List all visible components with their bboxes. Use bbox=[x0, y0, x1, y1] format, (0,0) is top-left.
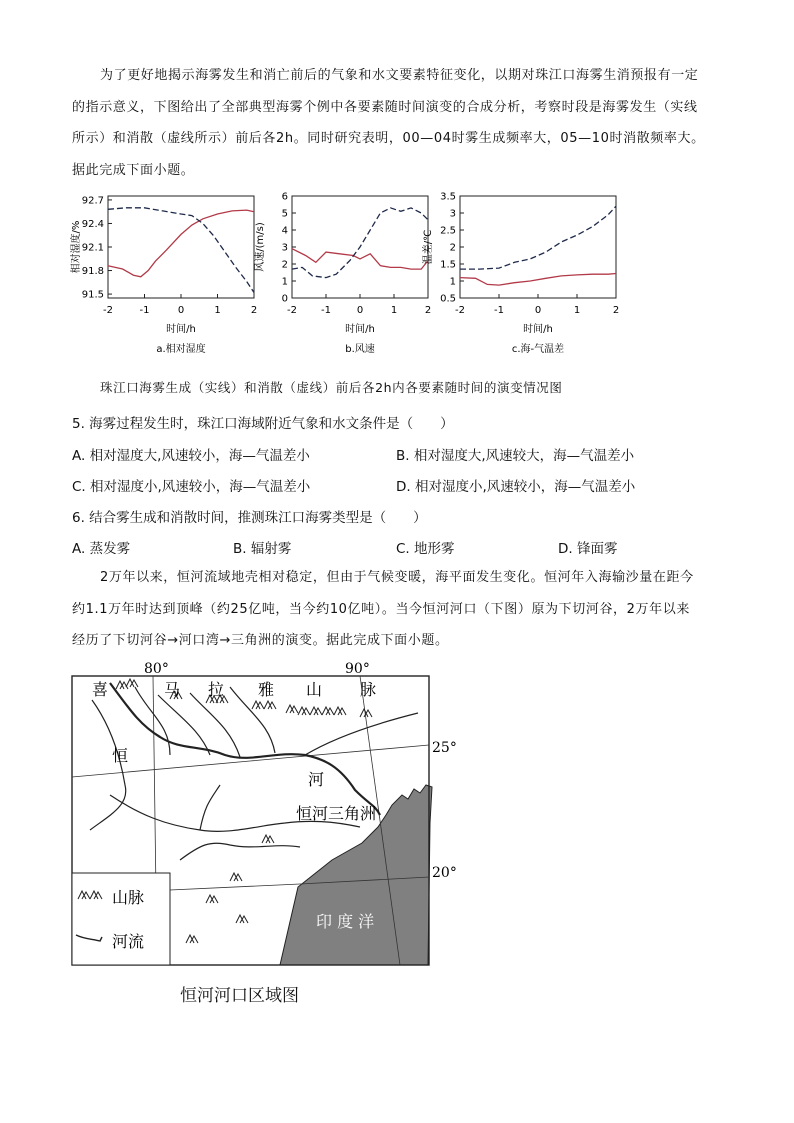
chart-relative-humidity bbox=[66, 188, 266, 368]
y-axis-label: 温差/℃ bbox=[423, 229, 434, 265]
lon-label-80: 80° bbox=[144, 661, 169, 677]
himalaya-label-1: 喜 bbox=[92, 680, 109, 699]
question-6-stem: 6. 结合雾生成和消散时间，推测珠江口海雾类型是（ ） bbox=[72, 510, 427, 526]
map-caption: 恒河河口区域图 bbox=[180, 986, 299, 1006]
himalaya-label-3: 拉 bbox=[208, 680, 225, 699]
y-tick-label: 1.5 bbox=[440, 259, 456, 271]
y-tick-label: 3 bbox=[449, 208, 456, 220]
legend-river-label: 河流 bbox=[112, 932, 145, 951]
x-tick-label: -2 bbox=[103, 305, 113, 316]
river-network bbox=[90, 683, 418, 860]
series-line-dissipation bbox=[292, 208, 428, 278]
x-tick-label: 1 bbox=[214, 305, 221, 316]
question-5-option-a[interactable]: A. 相对湿度大,风速较小，海—气温差小 bbox=[72, 448, 310, 464]
series-line-formation bbox=[292, 249, 428, 269]
y-tick-label: 4 bbox=[281, 225, 288, 237]
x-tick-label: -1 bbox=[321, 305, 331, 316]
chart-sub-caption: a.相对湿度 bbox=[156, 344, 206, 355]
legend-mountain-label: 山脉 bbox=[112, 888, 145, 907]
x-tick-label: -1 bbox=[494, 305, 504, 316]
x-axis-label: 时间/h bbox=[345, 324, 375, 335]
y-tick-label: 2 bbox=[281, 259, 288, 271]
x-tick-label: 2 bbox=[250, 305, 258, 316]
x-axis-label: 时间/h bbox=[523, 324, 553, 335]
y-axis-label: 风速/(m/s) bbox=[255, 222, 266, 272]
intro-paragraph-2 bbox=[72, 562, 724, 657]
series-line-dissipation bbox=[460, 206, 616, 269]
y-tick-label: 1 bbox=[449, 276, 456, 288]
y-tick-label: 3.5 bbox=[440, 191, 456, 203]
question-5-stem: 5. 海雾过程发生时，珠江口海域附近气象和水文条件是（ ） bbox=[72, 416, 454, 432]
y-tick-label: 3 bbox=[281, 242, 288, 254]
chart-sea-air-temp-diff bbox=[418, 188, 628, 368]
question-5-option-d[interactable]: D. 相对湿度小,风速较小，海—气温差小 bbox=[396, 479, 636, 495]
y-tick-label: 2.5 bbox=[440, 225, 456, 237]
y-tick-label: 92.4 bbox=[81, 218, 104, 230]
ganges-label-1: 恒 bbox=[112, 746, 129, 765]
himalaya-label-2: 马 bbox=[164, 680, 181, 699]
y-tick-label: 6 bbox=[281, 191, 288, 203]
question-6-option-b[interactable]: B. 辐射雾 bbox=[233, 541, 292, 557]
ganges-label-2: 河 bbox=[308, 770, 325, 789]
x-axis-label: 时间/h bbox=[166, 324, 196, 335]
y-tick-label: 1 bbox=[281, 276, 288, 288]
himalaya-label-6: 脉 bbox=[360, 680, 377, 699]
intro-paragraph-1 bbox=[72, 60, 724, 186]
intro-line: 所示）和消散（虚线所示）前后各2h。同时研究表明，00—04时雾生成频率大，05—10时消散频率大。 bbox=[72, 131, 705, 146]
y-tick-label: 91.5 bbox=[81, 289, 104, 301]
y-axis-label: 相对湿度/% bbox=[71, 220, 82, 274]
series-line-formation bbox=[460, 274, 616, 286]
y-tick-label: 2 bbox=[449, 242, 456, 254]
intro-line: 约1.1万年时达到顶峰（约25亿吨，当今约10亿吨）。当今恒河河口（下图）原为下切河谷，2万年以来 bbox=[72, 601, 690, 617]
series-line-formation bbox=[108, 210, 254, 277]
y-tick-label: 91.8 bbox=[81, 266, 104, 278]
y-tick-label: 0 bbox=[281, 293, 288, 305]
map-legend bbox=[72, 873, 170, 965]
lon-label-90: 90° bbox=[345, 661, 370, 677]
x-tick-label: -2 bbox=[455, 305, 465, 316]
x-tick-label: 1 bbox=[573, 305, 581, 316]
x-tick-label: -2 bbox=[287, 305, 297, 316]
question-5-option-c[interactable]: C. 相对湿度小,风速较小，海—气温差小 bbox=[72, 479, 311, 495]
x-tick-label: 1 bbox=[390, 305, 398, 316]
chart-sub-caption: c.海-气温差 bbox=[511, 344, 565, 355]
y-tick-label: 0.5 bbox=[440, 293, 456, 305]
intro-line: 据此完成下面小题。 bbox=[72, 162, 195, 178]
y-tick-label: 5 bbox=[281, 208, 288, 220]
ganges-estuary-map bbox=[70, 655, 470, 970]
series-line-dissipation bbox=[108, 208, 254, 293]
intro-line: 经历了下切河谷→河口湾→三角洲的演变。据此完成下面小题。 bbox=[72, 633, 449, 648]
intro-line: 2万年以来，恒河流域地壳相对稳定，但由于气候变暖，海平面发生变化。恒河年入海输沙量在距今 bbox=[100, 570, 694, 585]
y-tick-label: 92.7 bbox=[81, 195, 104, 207]
lat-label-25: 25° bbox=[432, 740, 457, 756]
chart-sub-caption: b.风速 bbox=[345, 344, 375, 355]
question-6-option-a[interactable]: A. 蒸发雾 bbox=[72, 541, 131, 557]
question-6-option-d[interactable]: D. 锋面雾 bbox=[558, 541, 618, 557]
x-tick-label: -1 bbox=[139, 305, 150, 316]
chart-wind-speed bbox=[250, 188, 440, 368]
x-tick-label: 0 bbox=[356, 305, 364, 316]
himalaya-label-4: 雅 bbox=[258, 680, 275, 699]
indian-ocean-label: 印 度 洋 bbox=[316, 912, 375, 931]
ganges-delta-label: 恒河三角洲 bbox=[296, 804, 377, 823]
himalaya-label-5: 山 bbox=[306, 680, 323, 699]
x-tick-label: 0 bbox=[534, 305, 542, 316]
question-5-option-b[interactable]: B. 相对湿度大,风速较大，海—气温差小 bbox=[396, 448, 635, 464]
intro-line: 为了更好地揭示海雾发生和消亡前后的气象和水文要素特征变化，以期对珠江口海雾生消预报有一定 bbox=[100, 68, 699, 83]
chart-caption: 珠江口海雾生成（实线）和消散（虚线）前后各2h内各要素随时间的演变情况图 bbox=[100, 380, 563, 395]
lat-label-20: 20° bbox=[432, 865, 457, 881]
x-tick-label: 0 bbox=[177, 305, 185, 316]
y-tick-label: 92.1 bbox=[81, 242, 104, 254]
x-tick-label: 2 bbox=[612, 305, 620, 316]
question-6-option-c[interactable]: C. 地形雾 bbox=[396, 541, 455, 557]
intro-line: 的指示意义，下图给出了全部典型海雾个例中各要素随时间演变的合成分析，考察时段是海雾发生（实线 bbox=[72, 99, 698, 115]
x-tick-label: 2 bbox=[424, 305, 432, 316]
